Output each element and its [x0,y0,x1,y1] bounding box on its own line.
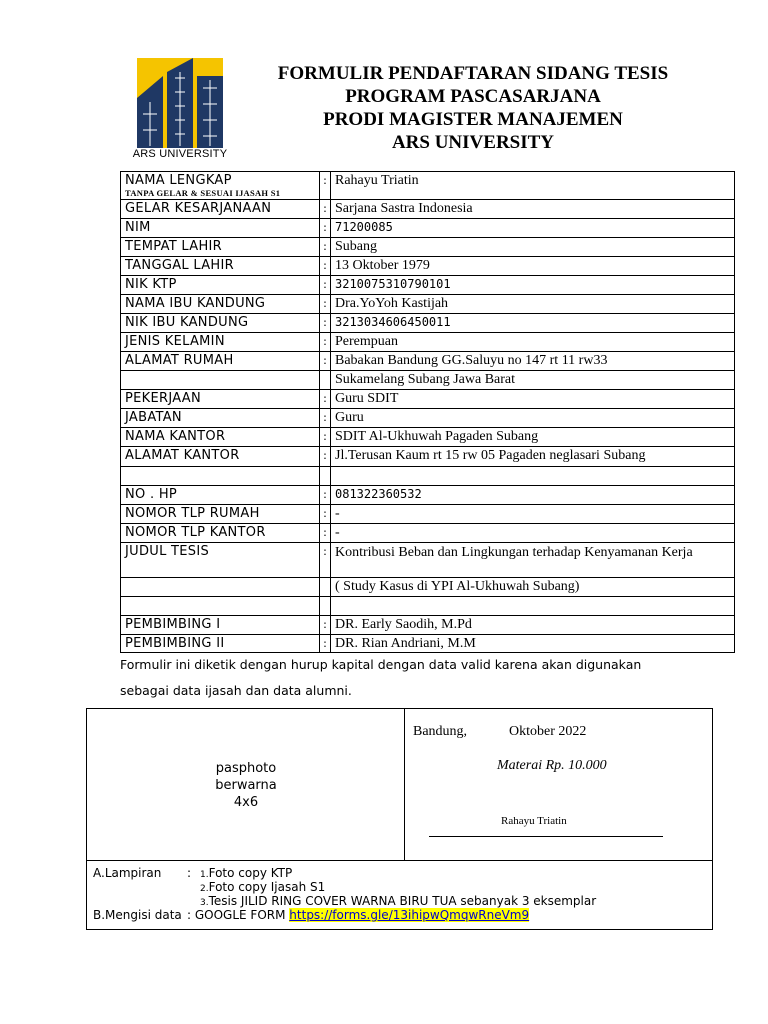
table-row [121,428,735,447]
nama-ibu-value: Dra.YoYoh Kastijah [331,295,735,314]
table-row [121,238,735,257]
google-form-line [187,908,529,922]
table-row [121,200,735,219]
nama-label-text: NAMA LENGKAP [125,173,232,188]
separator: : [320,219,331,238]
separator: : [320,543,331,578]
jenis-kelamin-label: JENIS KELAMIN [121,333,320,352]
pekerjaan-value: Guru SDIT [331,390,735,409]
separator: : [320,200,331,219]
table-row [121,578,735,597]
empty-label [121,597,320,616]
signature-line [429,836,663,837]
pekerjaan-label: PEKERJAAN [121,390,320,409]
nik-ibu-label: NIK IBU KANDUNG [121,314,320,333]
header-program: PROGRAM PASCASARJANA [345,86,601,107]
tanggal-lahir-label: TANGGAL LAHIR [121,257,320,276]
item-2-text: Foto copy Ijasah S1 [208,880,326,894]
nama-ibu-label: NAMA IBU KANDUNG [121,295,320,314]
table-row [121,257,735,276]
table-row [121,524,735,543]
empty-label [121,371,320,390]
gelar-value: Sarjana Sastra Indonesia [331,200,735,219]
separator: : [320,314,331,333]
gelar-label: GELAR KESARJANAAN [121,200,320,219]
separator: : [320,276,331,295]
pembimbing-2-label: PEMBIMBING II [121,635,320,653]
empty-label [121,467,320,486]
judul-tesis-value-2: ( Study Kasus di YPI Al-Ukhuwah Subang) [331,578,735,597]
registration-table [120,171,735,653]
separator: : [320,238,331,257]
tlp-rumah-label: NOMOR TLP RUMAH [121,505,320,524]
nim-label: NIM [121,219,320,238]
table-row [121,333,735,352]
no-hp-label: NO . HP [121,486,320,505]
tempat-lahir-label: TEMPAT LAHIR [121,238,320,257]
separator: : [320,524,331,543]
separator: : [320,505,331,524]
jabatan-label: JABATAN [121,409,320,428]
nik-ktp-label: NIK KTP [121,276,320,295]
item-3-text: Tesis JILID RING COVER WARNA BIRU TUA sebanyak 3 eksemplar [208,894,597,908]
signer-name: Rahayu Triatin [501,815,567,827]
separator: : [320,428,331,447]
table-row [121,505,735,524]
alamat-kantor-value: Jl.Terusan Kaum rt 15 rw 05 Pagaden neglasari Subang [331,447,735,467]
separator: : [320,390,331,409]
pembimbing-1-value: DR. Early Saodih, M.Pd [331,616,735,635]
table-row [121,447,735,467]
nama-value: Rahayu Triatin [331,172,735,200]
judul-tesis-value: Kontribusi Beban dan Lingkungan terhadap Kenyamanan Kerja [331,543,735,578]
empty-separator [320,467,331,486]
alamat-kantor-label: ALAMAT KANTOR [121,447,320,467]
pasphoto-line-2: berwarna [215,778,277,793]
judul-tesis-label: JUDUL TESIS [121,543,320,578]
header-prodi: PRODI MAGISTER MANAJEMEN [323,109,623,130]
item-2-number: 2. [200,884,209,894]
pasphoto-line-1: pasphoto [215,761,277,776]
mengisi-data-label: B.Mengisi data [93,908,182,922]
table-row [121,486,735,505]
lampiran-separator: : [187,866,192,880]
signature-place: Bandung, [413,724,468,739]
table-row [121,172,735,200]
pasphoto-line-3: 4x6 [233,795,259,810]
table-row [121,219,735,238]
signature-box [86,708,713,930]
nama-label [121,172,320,200]
tlp-rumah-value: - [331,505,735,524]
separator: : [320,635,331,653]
item-3-number: 3. [200,898,209,908]
separator: : [320,447,331,467]
note-line-2: sebagai data ijasah dan data alumni. [120,683,352,698]
empty-value [331,467,735,486]
separator: : [320,352,331,371]
separator: : [320,172,331,200]
table-row [121,390,735,409]
logo-caption: ARS UNIVERSITY [132,148,228,160]
tlp-kantor-label: NOMOR TLP KANTOR [121,524,320,543]
table-row [121,635,735,653]
lampiran-label: A.Lampiran [93,866,162,880]
alamat-rumah-label: ALAMAT RUMAH [121,352,320,371]
alamat-rumah-value: Babakan Bandung GG.Saluyu no 147 rt 11 rw33 [331,352,735,371]
tanggal-lahir-value: 13 Oktober 1979 [331,257,735,276]
empty-label [121,578,320,597]
table-row [121,276,735,295]
google-form-text: : GOOGLE FORM [187,908,286,922]
table-row [121,543,735,578]
table-row [121,409,735,428]
nama-kantor-label: NAMA KANTOR [121,428,320,447]
table-row [121,352,735,371]
pembimbing-1-label: PEMBIMBING I [121,616,320,635]
separator: : [320,409,331,428]
table-row [121,467,735,486]
separator: : [320,295,331,314]
table-row [121,616,735,635]
alamat-rumah-value-2: Sukamelang Subang Jawa Barat [331,371,735,390]
table-row [121,314,735,333]
pembimbing-2-value: DR. Rian Andriani, M.M [331,635,735,653]
tempat-lahir-value: Subang [331,238,735,257]
materai-text: Materai Rp. 10.000 [497,758,607,773]
separator: : [320,486,331,505]
jabatan-value: Guru [331,409,735,428]
google-form-link[interactable]: https://forms.gle/13ihipwQmqwRneVm9 [289,908,530,922]
nama-sublabel: TANPA GELAR & SESUAI IJASAH S1 [125,188,281,198]
separator: : [320,333,331,352]
table-row [121,597,735,616]
empty-value [331,597,735,616]
nama-kantor-value: SDIT Al-Ukhuwah Pagaden Subang [331,428,735,447]
signature-date: Oktober 2022 [509,724,587,739]
signature-area [405,709,712,861]
jenis-kelamin-value: Perempuan [331,333,735,352]
nik-ktp-value: 3210075310790101 [331,276,735,295]
table-row [121,371,735,390]
nik-ibu-value: 3213034606450011 [331,314,735,333]
header-university: ARS UNIVERSITY [391,132,555,153]
pasphoto-text [87,760,405,811]
table-row [121,295,735,314]
item-1-number: 1. [200,870,209,880]
nim-value: 71200085 [331,219,735,238]
pasphoto-area [87,709,405,861]
note-line-1: Formulir ini diketik dengan hurup kapital dengan data valid karena akan digunakan [120,657,642,672]
tlp-kantor-value: - [331,524,735,543]
separator: : [320,616,331,635]
empty-separator [320,371,331,390]
empty-separator [320,597,331,616]
header-title: FORMULIR PENDAFTARAN SIDANG TESIS [277,63,669,84]
form-header [230,62,716,154]
separator: : [320,257,331,276]
empty-separator [320,578,331,597]
no-hp-value: 081322360532 [331,486,735,505]
item-1-text: Foto copy KTP [208,866,293,880]
